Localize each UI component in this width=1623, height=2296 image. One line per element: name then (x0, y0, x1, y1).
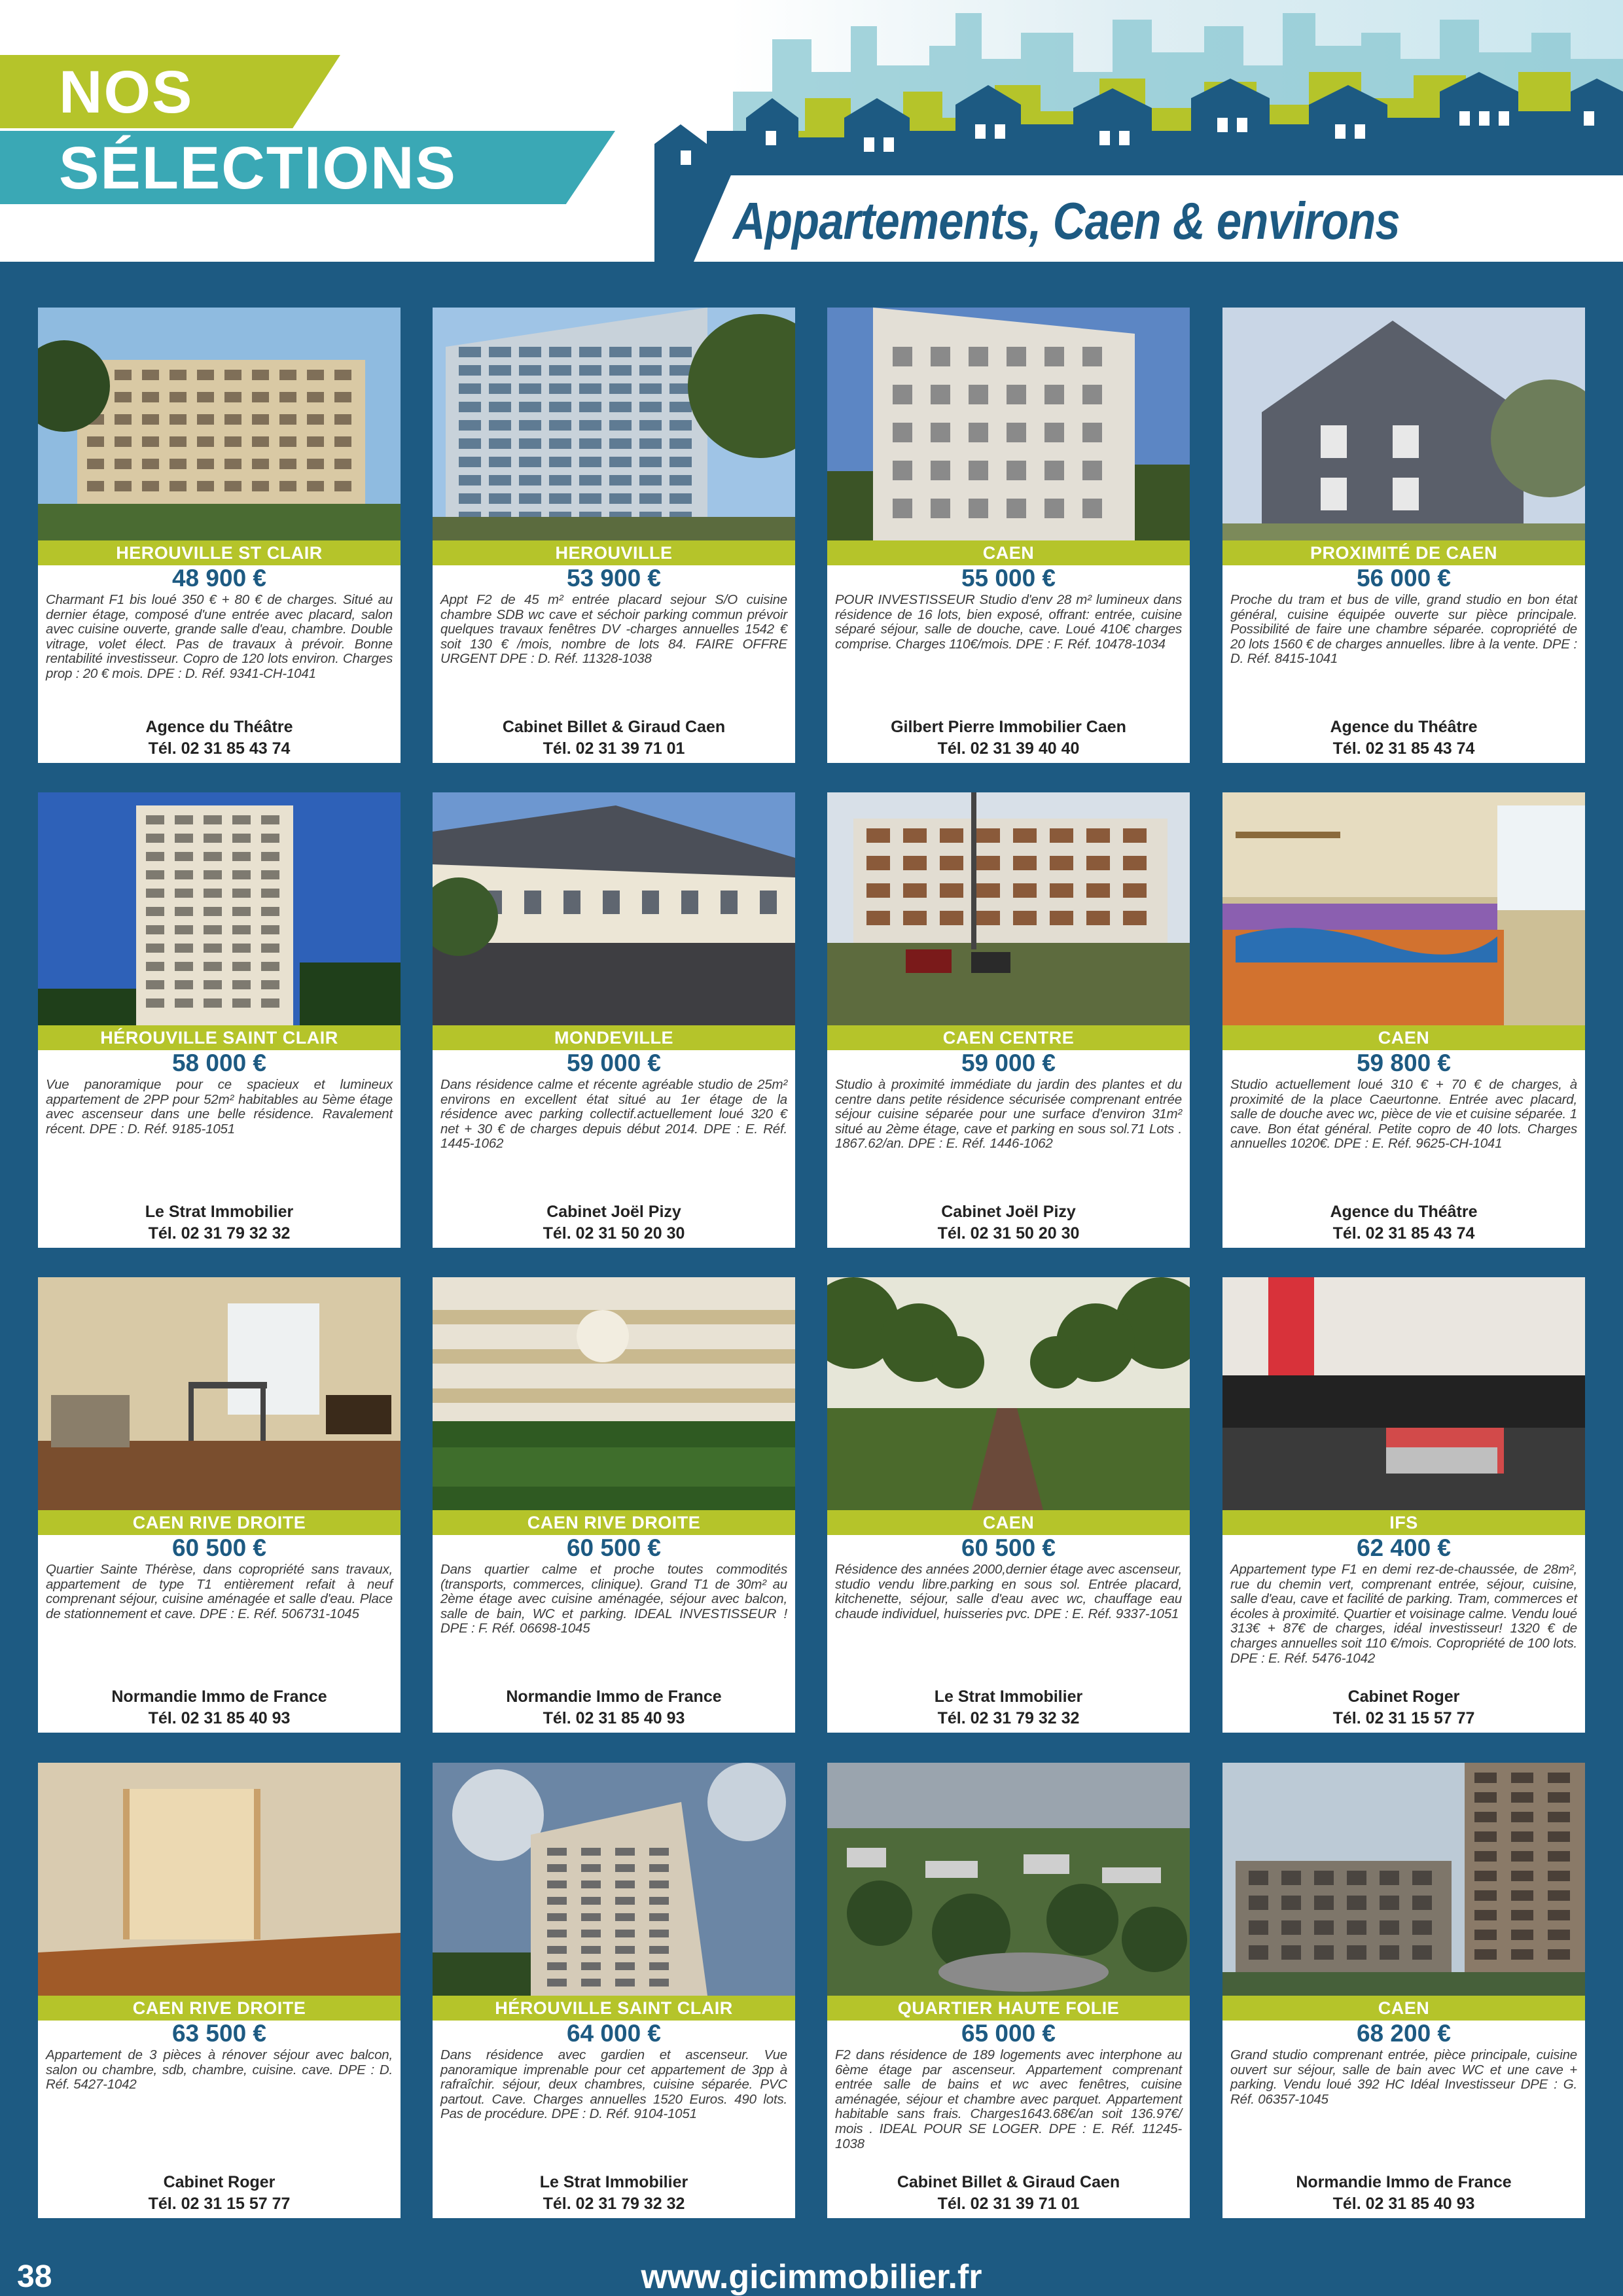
listing-description: POUR INVESTISSEUR Studio d'env 28 m² lumineux dans résidence de 16 lots, bien exposé, offrant: entrée, cuisine séparé séjour, salle de douche, cave. Loué 410€ charges comprise. Charges 110€/mois. DPE : F. Réf. 10478-1034 (835, 592, 1182, 652)
listing-description: Appartement de 3 pièces à rénover séjour avec balcon, salon ou chambre, sdb, chambre, cuisine. cave. DPE : D. Réf. 5427-1042 (46, 2047, 393, 2093)
listing-description: Grand studio comprenant entrée, pièce principale, cuisine ouvert sur séjour, salle de bain avec WC et une cave + parking. Vendu loué 392 HC Idéal Investisseur DPE : G. Réf. 06357-1045 (1230, 2047, 1577, 2107)
listing-card[interactable] (38, 792, 401, 1248)
listing-description: Résidence des années 2000,dernier étage avec ascenseur, studio vendu libre.parking en sous sol. Entrée placard, kitchenette, séjour, salle d'eau avec wc, chauffage eau chaude individuel, huisseries pvc. DPE : E. Réf. 9337-1051 (835, 1562, 1182, 1621)
listing-description: Quartier Sainte Thérèse, dans copropriété sans travaux, appartement de type T1 entièrement refait à neuf comprenant séjour, cuisine aménagée et salle d'eau. Place de stationnement et cave. DPE : E. Réf. 506731-1045 (46, 1562, 393, 1621)
listing-description: Charmant F1 bis loué 350 € + 80 € de charges. Situé au dernier étage, composé d'une entrée avec placard, salon avec cuisine ouverte, grande salle d'eau, chambre. Double vitrage, volet élect. Pas de travaux à prévoir. Bonne rentabilité investisseur. Copro de 120 lots environ. Charges prop : 20 € mois. DPE : D. Réf. 9341-CH-1041 (46, 592, 393, 681)
listing-location: CAEN RIVE DROITE (38, 1510, 401, 1535)
property-photo (433, 792, 795, 1025)
listing-card[interactable] (827, 1277, 1190, 1733)
photo-residential-block (38, 308, 401, 540)
listing-agency: Gilbert Pierre Immobilier Caen (891, 718, 1126, 736)
listing-price: 55 000 € (961, 565, 1056, 592)
listing-description: Dans résidence calme et récente agréable studio de 25m² environs en excellent état situé au 1er étage de la résidence avec parking collectif.actuellement loué 320 € net + 30 € de charges depuis début 2014. DPE : E. Réf. 1445-1062 (440, 1077, 787, 1152)
property-photo (827, 308, 1190, 540)
listing-card[interactable] (1222, 1277, 1585, 1733)
listing-phone[interactable]: Tél. 02 31 39 40 40 (937, 739, 1080, 758)
photo-balconies-hedge (433, 1277, 795, 1510)
property-photo (1222, 1277, 1585, 1510)
listing-price: 48 900 € (171, 565, 267, 592)
property-photo (433, 1763, 795, 1996)
listing-location: CAEN (827, 540, 1190, 565)
listing-price: 58 000 € (171, 1050, 267, 1076)
listing-price: 64 000 € (566, 2020, 662, 2047)
listing-phone[interactable]: Tél. 02 31 85 40 93 (148, 1709, 291, 1727)
photo-tower-sky (433, 1763, 795, 1996)
listing-description: Studio actuellement loué 310 € + 70 € de charges, à proximité de la place Caeurtonne. Entrée avec placard, salle de douche avec wc, pièce de vie et cuisine séparée. 1 cave. Bon état général. Petite copro de 40 lots. Charges annuelles 1020€. DPE : E. Réf. 9625-CH-1041 (1230, 1077, 1577, 1152)
property-photo (827, 1277, 1190, 1510)
listing-card[interactable] (38, 1763, 401, 2218)
listing-location: IFS (1222, 1510, 1585, 1535)
listing-location: QUARTIER HAUTE FOLIE (827, 1996, 1190, 2021)
photo-empty-room (38, 1763, 401, 1996)
listing-location: HÉROUVILLE SAINT CLAIR (433, 1996, 795, 2021)
listing-description: F2 dans résidence de 189 logements avec interphone au 6ème étage par ascenseur. Appartement comprenant entrée salle de bains et wc avec fenêtres, cuisine aménagée, séjour et chambre avec parquet. Appartement habitable sans frais. Charges1643.68€/an soit 136.97€/ mois . IDEAL POUR SE LOGER. DPE : E. Réf. 11245-1038 (835, 2047, 1182, 2151)
listing-location: CAEN RIVE DROITE (433, 1510, 795, 1535)
listing-phone[interactable]: Tél. 02 31 50 20 30 (937, 1224, 1080, 1243)
listing-phone[interactable]: Tél. 02 31 79 32 32 (148, 1224, 291, 1243)
listing-price: 62 400 € (1356, 1534, 1452, 1561)
listing-description: Dans résidence avec gardien et ascenseur. Vue panoramique imprenable pour cet appartement de 3pp à rafraîchir. séjour, deux chambres, cuisine séparée. PVC partout. Cave. Charges annuelles 1520 Euros. 490 lots. Pas de procédure. DPE : D. Réf. 9104-1051 (440, 2047, 787, 2122)
listing-card[interactable] (433, 792, 795, 1248)
page-header (0, 0, 1623, 262)
property-photo (827, 1763, 1190, 1996)
listing-card[interactable] (827, 308, 1190, 763)
page-subtitle: Appartements, Caen & environs (733, 192, 1400, 250)
header-title-top: NOS (59, 59, 194, 126)
listing-description: Appartement type F1 en demi rez-de-chaussée, de 28m², rue du chemin vert, comprenant entrée, séjour, cuisine, salle d'eau, cave et facilité de parking. Tram, commerces et écoles à proximité. Quartier et voisinage calme. Vendu loué 313€ + 87€ de charges, idéal investisseur! 1320 € de charges annuelles soit 110 €/mois. Copropriété de 100 lots. DPE : E. Réf. 5476-1042 (1230, 1562, 1577, 1666)
listing-agency: Cabinet Billet & Giraud Caen (502, 718, 726, 736)
property-photo (38, 792, 401, 1025)
listing-phone[interactable]: Tél. 02 31 79 32 32 (937, 1709, 1080, 1727)
photo-tree-alley (827, 1277, 1190, 1510)
photo-glass-tower (433, 308, 795, 540)
listing-description: Dans quartier calme et proche toutes commodités (transports, commerces, clinique). Grand T1 de 30m² au 2ème étage avec cuisine aménagée, séjour avec balcon, salle de bain, WC et parking. IDEAL INVESTISSEUR ! DPE : F. Réf. 06698-1045 (440, 1562, 787, 1636)
listing-phone[interactable]: Tél. 02 31 85 43 74 (1332, 739, 1475, 758)
photo-bedroom (1222, 792, 1585, 1025)
property-photo (433, 308, 795, 540)
header-title-bottom: SÉLECTIONS (59, 135, 457, 202)
listing-price: 68 200 € (1356, 2020, 1452, 2047)
listing-agency: Agence du Théâtre (145, 718, 293, 736)
property-photo (433, 1277, 795, 1510)
photo-high-rise (38, 792, 401, 1025)
listing-agency: Agence du Théâtre (1330, 718, 1478, 736)
listing-location: CAEN (1222, 1996, 1585, 2021)
listing-card[interactable] (1222, 308, 1585, 763)
listing-location: MONDEVILLE (433, 1025, 795, 1050)
listing-card[interactable] (1222, 1763, 1585, 2218)
listing-location: CAEN RIVE DROITE (38, 1996, 401, 2021)
listing-price: 60 500 € (171, 1534, 267, 1561)
listing-card[interactable] (1222, 792, 1585, 1248)
listing-phone[interactable]: Tél. 02 31 79 32 32 (543, 2195, 685, 2213)
listing-card[interactable] (38, 308, 401, 763)
photo-slate-house (1222, 308, 1585, 540)
property-photo (1222, 1763, 1585, 1996)
listing-price: 59 000 € (566, 1050, 662, 1076)
listing-description: Appt F2 de 45 m² entrée placard sejour S/O cuisine chambre SDB wc cave et séchoir parking commun prévoir quelques travaux fenêtres DV -charges annuelles 1542 € soit 130 € /mois, nombre de lots 84. FAIRE OFFRE URGENT DPE : D. Réf. 11328-1038 (440, 592, 787, 667)
listing-agency: Cabinet Joël Pizy (941, 1203, 1076, 1221)
property-photo (827, 792, 1190, 1025)
listing-agency: Le Strat Immobilier (145, 1203, 294, 1221)
listing-card[interactable] (827, 1763, 1190, 2218)
listing-price: 65 000 € (961, 2020, 1056, 2047)
photo-leather-sofa (1222, 1277, 1585, 1510)
listing-agency: Cabinet Roger (163, 2173, 276, 2191)
listing-location: HEROUVILLE (433, 540, 795, 565)
listing-phone[interactable]: Tél. 02 31 85 40 93 (1332, 2195, 1475, 2213)
listing-description: Proche du tram et bus de ville, grand studio en bon état général, cuisine équipée ouverte sur pièce principale. Possibilité de faire une chambre séparée. copropriété de 20 lots 1560 € de charges annuelles. libre à la vente. DPE : D. Réf. 8415-1041 (1230, 592, 1577, 667)
listing-phone[interactable]: Tél. 02 31 85 43 74 (148, 739, 291, 758)
listing-card[interactable] (433, 1277, 795, 1733)
listing-location: CAEN CENTRE (827, 1025, 1190, 1050)
listing-card[interactable] (433, 308, 795, 763)
listing-phone[interactable]: Tél. 02 31 50 20 30 (543, 1224, 685, 1243)
listing-phone[interactable]: Tél. 02 31 39 71 01 (937, 2195, 1080, 2213)
photo-white-building (827, 308, 1190, 540)
listing-phone[interactable]: Tél. 02 31 39 71 01 (543, 739, 685, 758)
property-photo (38, 1763, 401, 1996)
property-photo (1222, 792, 1585, 1025)
listing-card[interactable] (827, 792, 1190, 1248)
listing-price: 59 800 € (1356, 1050, 1452, 1076)
listing-phone[interactable]: Tél. 02 31 85 40 93 (543, 1709, 685, 1727)
listing-phone[interactable]: Tél. 02 31 85 43 74 (1332, 1224, 1475, 1243)
listing-agency: Le Strat Immobilier (539, 2173, 688, 2191)
property-photo (1222, 308, 1585, 540)
photo-city-view (827, 1763, 1190, 1996)
listing-location: CAEN (1222, 1025, 1585, 1050)
listing-agency: Normandie Immo de France (1296, 2173, 1512, 2191)
listing-location: HEROUVILLE ST CLAIR (38, 540, 401, 565)
listing-phone[interactable]: Tél. 02 31 15 57 77 (1332, 1709, 1475, 1727)
photo-residence-parking (433, 792, 795, 1025)
property-photo (38, 308, 401, 540)
listing-location: CAEN (827, 1510, 1190, 1535)
website-url[interactable]: www.gicimmobilier.fr (641, 2258, 982, 2296)
listing-price: 63 500 € (171, 2020, 267, 2047)
listings-grid (38, 308, 1585, 2222)
listing-price: 60 500 € (961, 1534, 1056, 1561)
page-number: 38 (17, 2259, 52, 2294)
listing-agency: Normandie Immo de France (506, 1687, 722, 1706)
photo-grey-blocks (1222, 1763, 1585, 1996)
listing-card[interactable] (38, 1277, 401, 1733)
listing-description: Vue panoramique pour ce spacieux et lumineux appartement de 2PP pour 52m² habitables au 5ème étage avec ascenseur dans une belle résidence. Ravalement récent. DPE : D. Réf. 9185-1051 (46, 1077, 393, 1137)
photo-living-room (38, 1277, 401, 1510)
listing-agency: Cabinet Billet & Giraud Caen (897, 2173, 1120, 2191)
listing-card[interactable] (433, 1763, 795, 2218)
listing-agency: Cabinet Joël Pizy (546, 1203, 681, 1221)
listing-price: 60 500 € (566, 1534, 662, 1561)
listing-location: PROXIMITÉ DE CAEN (1222, 540, 1585, 565)
listing-agency: Normandie Immo de France (111, 1687, 327, 1706)
listing-price: 53 900 € (566, 565, 662, 592)
listing-phone[interactable]: Tél. 02 31 15 57 77 (148, 2195, 291, 2213)
listing-agency: Le Strat Immobilier (934, 1687, 1083, 1706)
listing-price: 59 000 € (961, 1050, 1056, 1076)
photo-apartment-cars (827, 792, 1190, 1025)
listing-agency: Agence du Théâtre (1330, 1203, 1478, 1221)
property-photo (38, 1277, 401, 1510)
listing-description: Studio à proximité immédiate du jardin des plantes et du centre dans petite résidence sécurisée comprenant entrée séjour cuisine séparée pour une surface d'environ 31m² situé au 2ème étage, cave et parking en sous sol.71 Lots . 1867.62/an. DPE : E. Réf. 1446-1062 (835, 1077, 1182, 1152)
listing-price: 56 000 € (1356, 565, 1452, 592)
listing-location: HÉROUVILLE SAINT CLAIR (38, 1025, 401, 1050)
listing-agency: Cabinet Roger (1347, 1687, 1460, 1706)
